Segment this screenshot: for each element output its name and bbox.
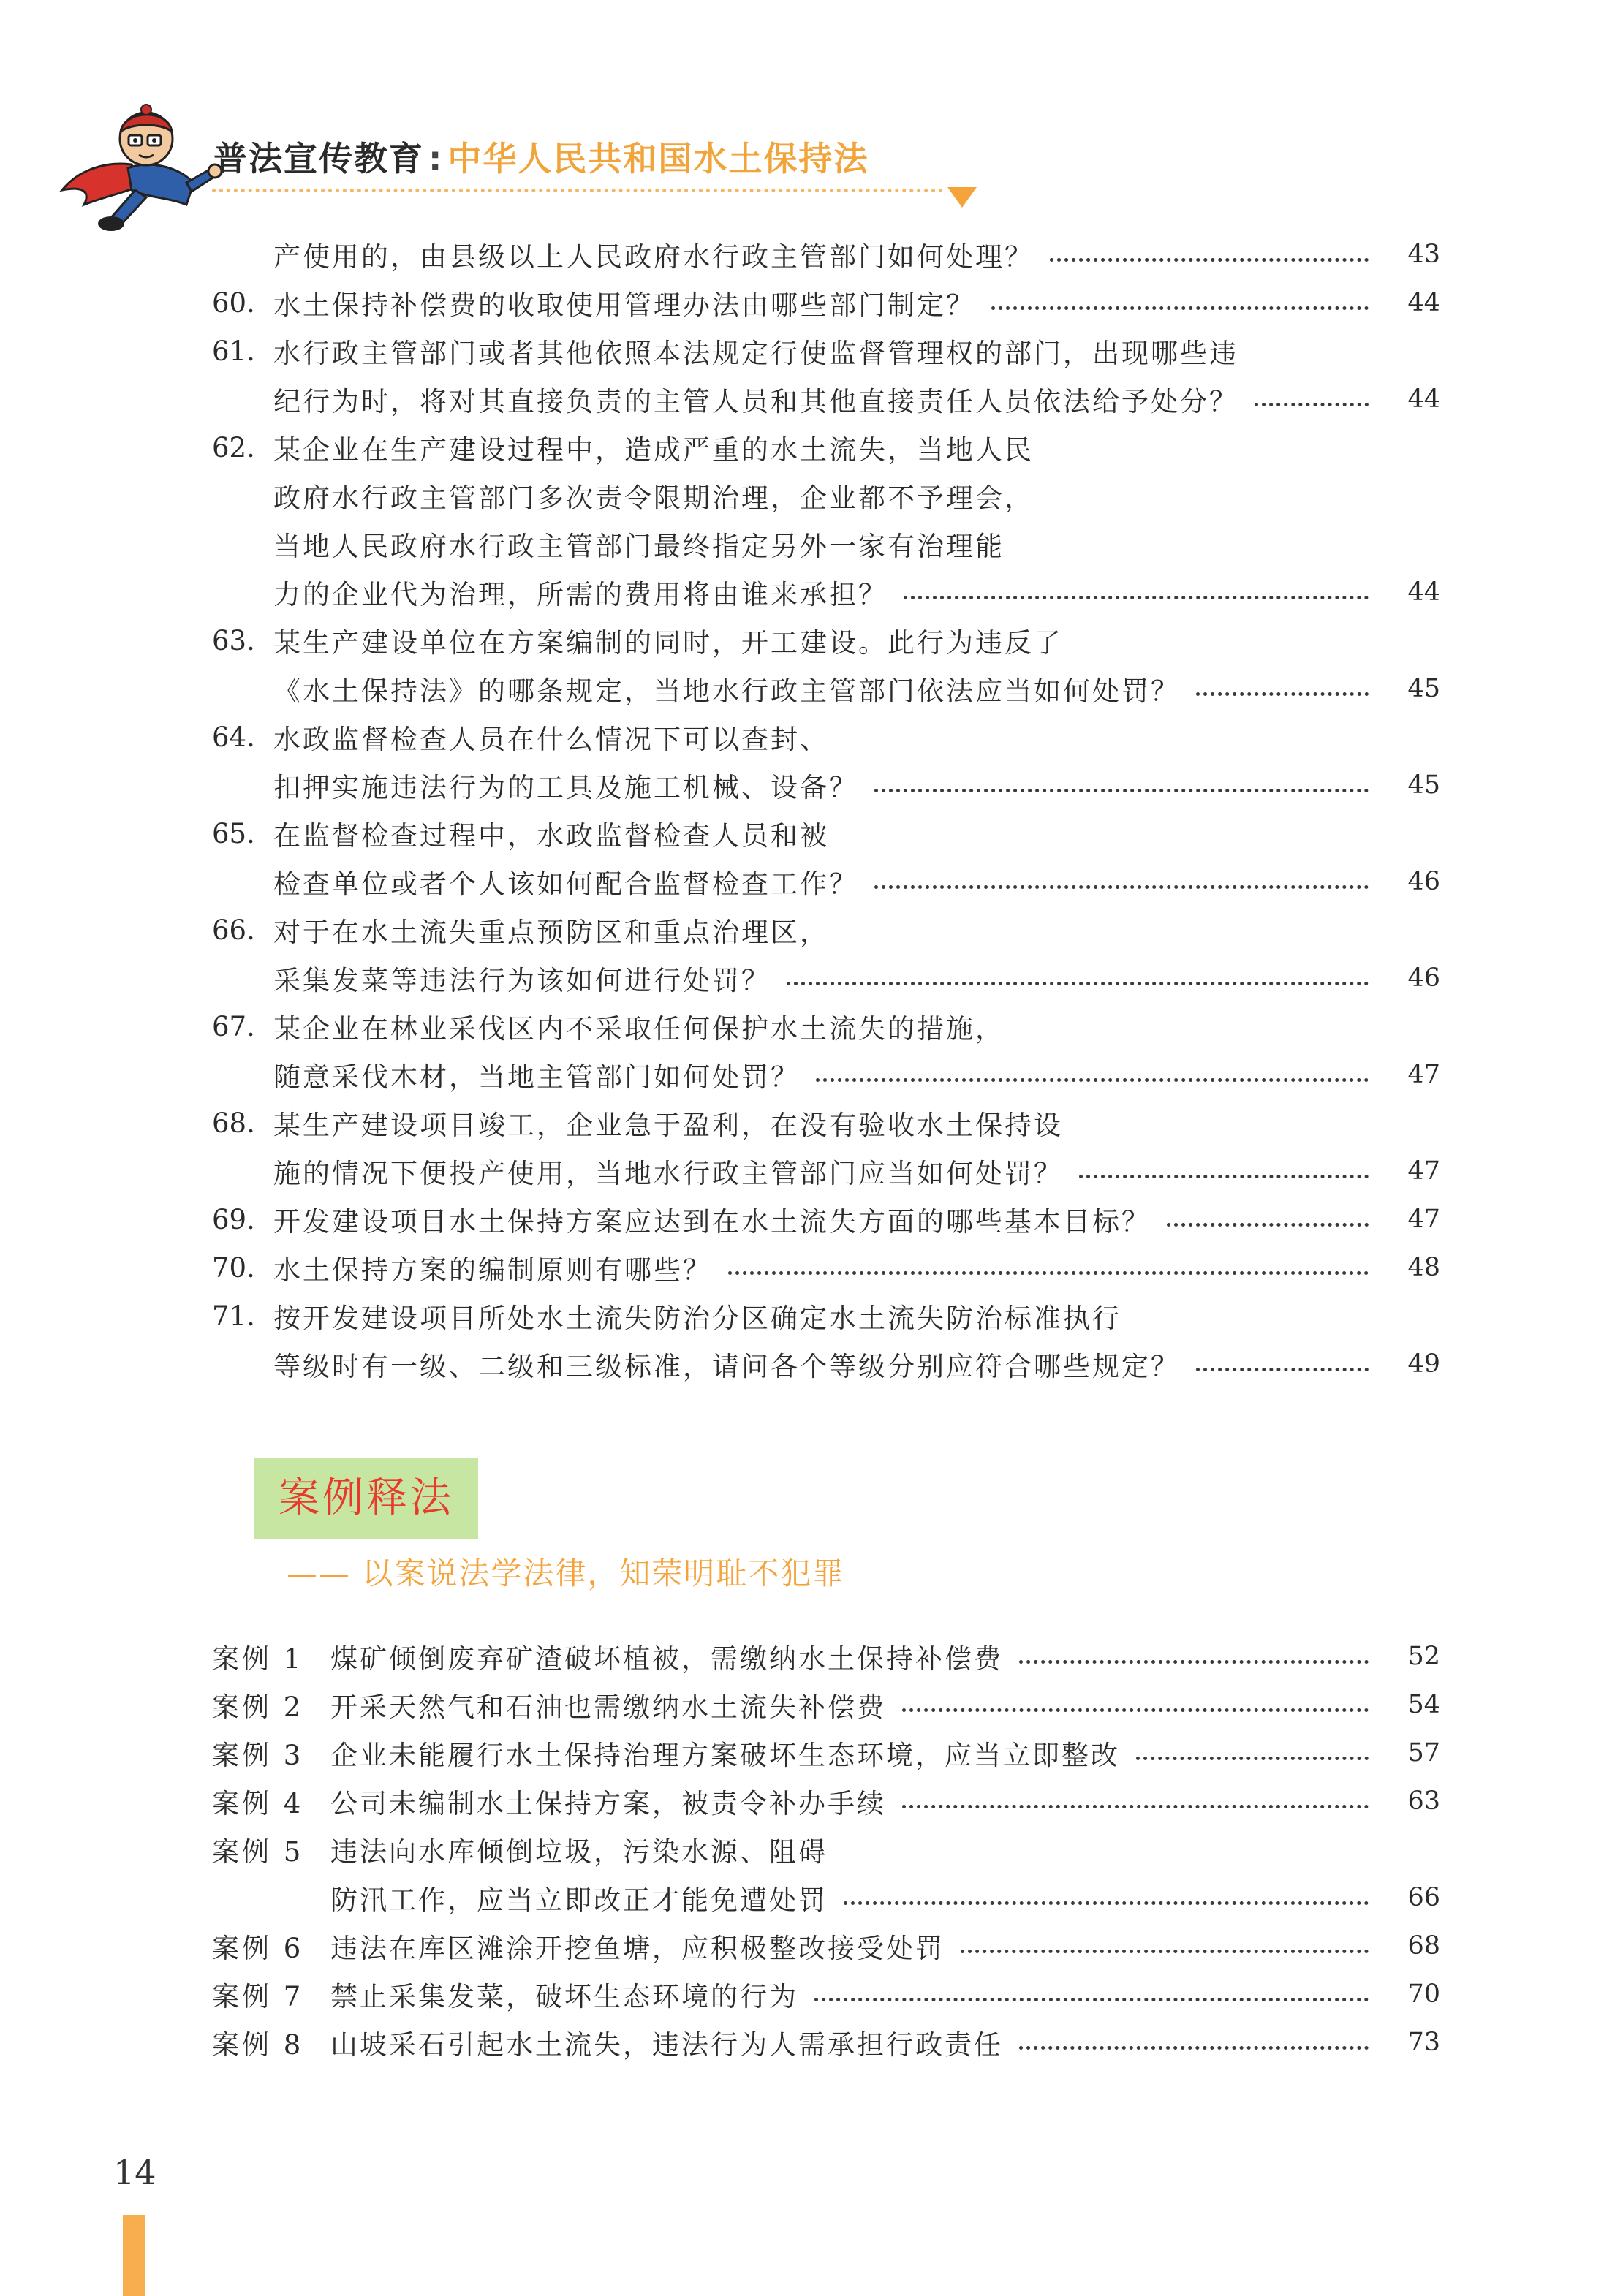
toc-leader-dots bbox=[904, 596, 1369, 599]
toc-text: 对于在水土流失重点预防区和重点治理区， bbox=[273, 917, 829, 948]
toc-text: 采集发菜等违法行为该如何进行处罚？ bbox=[273, 965, 771, 996]
case-text: 违法向水库倾倒垃圾，污染水源、阻碍 bbox=[330, 1836, 828, 1868]
toc-page: 44 bbox=[1407, 577, 1440, 607]
toc-row[interactable] bbox=[212, 811, 1440, 855]
toc-row[interactable] bbox=[212, 1149, 1440, 1193]
toc-leader-dots bbox=[816, 1078, 1369, 1082]
toc-text: 某企业在林业采伐区内不采取任何保护水土流失的措施， bbox=[273, 1013, 1005, 1045]
toc-leader-dots bbox=[902, 1805, 1369, 1808]
toc-number: 61. bbox=[212, 335, 255, 367]
toc-row[interactable] bbox=[212, 667, 1440, 711]
toc-page: 45 bbox=[1407, 770, 1440, 800]
case-label: 案例 4 bbox=[212, 1788, 304, 1819]
toc-page: 47 bbox=[1407, 1060, 1440, 1089]
case-label: 案例 5 bbox=[212, 1836, 304, 1868]
toc-text: 当地人民政府水行政主管部门最终指定另外一家有治理能 bbox=[273, 531, 1005, 562]
case-row[interactable] bbox=[212, 1876, 1440, 1920]
toc-row[interactable] bbox=[212, 232, 1440, 276]
toc-text: 施的情况下便投产使用，当地水行政主管部门应当如何处罚？ bbox=[273, 1158, 1063, 1189]
toc-number: 63. bbox=[212, 624, 255, 656]
toc-row[interactable] bbox=[212, 956, 1440, 1000]
toc-number: 70. bbox=[212, 1251, 255, 1284]
toc-text: 《水土保持法》的哪条规定，当地水行政主管部门依法应当如何处罚？ bbox=[273, 675, 1180, 707]
case-text: 违法在库区滩涂开挖鱼塘，应积极整改接受处罚 bbox=[330, 1933, 945, 1964]
toc-text: 等级时有一级、二级和三级标准，请问各个等级分别应符合哪些规定？ bbox=[273, 1351, 1180, 1382]
case-page: 73 bbox=[1407, 2028, 1440, 2057]
toc-leader-dots bbox=[1167, 1223, 1369, 1227]
case-text: 公司未编制水土保持方案，被责令补办手续 bbox=[330, 1788, 886, 1819]
toc-number: 64. bbox=[212, 721, 255, 753]
toc-leader-dots bbox=[1019, 1660, 1369, 1664]
case-text: 企业未能履行水土保持治理方案破坏生态环境，应当立即整改 bbox=[330, 1740, 1120, 1771]
toc-row[interactable] bbox=[212, 763, 1440, 807]
toc-leader-dots bbox=[874, 885, 1369, 889]
toc-number: 65. bbox=[212, 817, 255, 849]
case-text: 开采天然气和石油也需缴纳水土流失补偿费 bbox=[330, 1691, 886, 1723]
toc-row[interactable] bbox=[212, 570, 1440, 614]
case-text: 禁止采集发菜，破坏生态环境的行为 bbox=[330, 1981, 798, 2012]
case-text: 防汛工作，应当立即改正才能免遭处罚 bbox=[330, 1884, 828, 1916]
toc-number: 68. bbox=[212, 1107, 255, 1139]
toc-page: 45 bbox=[1407, 674, 1440, 703]
toc-page: 47 bbox=[1407, 1156, 1440, 1186]
toc-leader-dots bbox=[728, 1271, 1369, 1275]
toc-row[interactable] bbox=[212, 860, 1440, 903]
case-row[interactable] bbox=[212, 1827, 1440, 1871]
mascot-hero-icon bbox=[58, 95, 227, 241]
page-header bbox=[0, 0, 1623, 241]
case-label: 案例 2 bbox=[212, 1691, 304, 1723]
toc-page: 46 bbox=[1407, 963, 1440, 993]
case-row[interactable] bbox=[212, 2020, 1440, 2064]
toc-row[interactable] bbox=[212, 1342, 1440, 1386]
toc-leader-dots bbox=[814, 1998, 1369, 2001]
toc-leader-dots bbox=[1196, 692, 1369, 696]
case-page: 68 bbox=[1407, 1931, 1440, 1960]
toc-text: 开发建设项目水土保持方案应达到在水土流失方面的哪些基本目标？ bbox=[273, 1206, 1151, 1238]
case-text: 山坡采石引起水土流失，违法行为人需承担行政责任 bbox=[330, 2029, 1003, 2061]
case-page: 66 bbox=[1407, 1883, 1440, 1912]
case-page: 63 bbox=[1407, 1787, 1440, 1816]
case-row[interactable] bbox=[212, 1972, 1440, 2016]
toc-leader-dots bbox=[991, 306, 1369, 310]
toc-text: 产使用的，由县级以上人民政府水行政主管部门如何处理？ bbox=[273, 241, 1034, 273]
toc-row[interactable] bbox=[212, 474, 1440, 518]
toc-page: 43 bbox=[1407, 240, 1440, 269]
toc-text: 在监督检查过程中，水政监督检查人员和被 bbox=[273, 820, 829, 852]
case-label: 案例 8 bbox=[212, 2029, 304, 2061]
toc-row[interactable] bbox=[212, 1197, 1440, 1241]
toc-number: 66. bbox=[212, 914, 255, 946]
case-row[interactable] bbox=[212, 1731, 1440, 1775]
toc-leader-dots bbox=[1136, 1757, 1369, 1760]
toc-row[interactable] bbox=[212, 329, 1440, 373]
toc-page: 44 bbox=[1407, 384, 1440, 414]
case-row[interactable] bbox=[212, 1779, 1440, 1823]
section-title: 案例释法 bbox=[279, 1474, 454, 1522]
toc-text: 水土保持方案的编制原则有哪些？ bbox=[273, 1254, 712, 1286]
header-dotted-rule bbox=[212, 189, 943, 192]
toc-row[interactable] bbox=[212, 1053, 1440, 1096]
header-separator: : bbox=[428, 139, 444, 178]
case-label: 案例 3 bbox=[212, 1740, 304, 1771]
toc-row[interactable] bbox=[212, 908, 1440, 952]
case-label: 案例 1 bbox=[212, 1643, 304, 1675]
toc-number: 67. bbox=[212, 1010, 255, 1042]
case-row[interactable] bbox=[212, 1924, 1440, 1968]
toc-leader-dots bbox=[1196, 1368, 1369, 1371]
case-label: 案例 7 bbox=[212, 1981, 304, 2012]
toc-text: 纪行为时，将对其直接负责的主管人员和其他直接责任人员依法给予处分？ bbox=[273, 386, 1238, 417]
toc-leader-dots bbox=[1079, 1175, 1369, 1178]
header-title bbox=[213, 133, 869, 184]
case-page: 54 bbox=[1407, 1690, 1440, 1719]
case-text: 煤矿倾倒废弃矿渣破坏植被，需缴纳水土保持补偿费 bbox=[330, 1643, 1003, 1675]
toc-number: 62. bbox=[212, 431, 255, 463]
toc-row[interactable] bbox=[212, 1101, 1440, 1145]
toc-text: 检查单位或者个人该如何配合监督检查工作？ bbox=[273, 868, 858, 900]
toc-row[interactable] bbox=[212, 715, 1440, 759]
toc-row[interactable] bbox=[212, 1246, 1440, 1289]
toc-row[interactable] bbox=[212, 377, 1440, 421]
header-triangle-icon bbox=[947, 187, 977, 208]
toc-text: 某生产建设项目竣工，企业急于盈利，在没有验收水土保持设 bbox=[273, 1110, 1063, 1141]
toc-leader-dots bbox=[1050, 258, 1369, 262]
header-law-title: 中华人民共和国水土保持法 bbox=[447, 139, 869, 178]
toc-text: 政府水行政主管部门多次责令限期治理，企业都不予理会， bbox=[273, 482, 1034, 514]
toc-leader-dots bbox=[1255, 403, 1369, 406]
toc-row[interactable] bbox=[212, 522, 1440, 566]
toc-page: 49 bbox=[1407, 1349, 1440, 1379]
toc-row[interactable] bbox=[212, 1004, 1440, 1048]
toc-leader-dots bbox=[961, 1950, 1369, 1953]
case-label: 案例 6 bbox=[212, 1933, 304, 1964]
toc-leader-dots bbox=[844, 1901, 1369, 1905]
toc-row[interactable] bbox=[212, 281, 1440, 325]
toc-text: 按开发建设项目所处水土流失防治分区确定水土流失防治标准执行 bbox=[273, 1303, 1121, 1334]
toc-text: 水行政主管部门或者其他依照本法规定行使监督管理权的部门，出现哪些违 bbox=[273, 338, 1238, 369]
toc-page: 44 bbox=[1407, 288, 1440, 317]
toc-text: 力的企业代为治理，所需的费用将由谁来承担？ bbox=[273, 579, 888, 610]
toc-number: 60. bbox=[212, 287, 255, 319]
toc-leader-dots bbox=[787, 982, 1369, 985]
section-subtitle: —— 以案说法学法律，知荣明耻不犯罪 bbox=[287, 1556, 845, 1591]
toc-text: 某生产建设单位在方案编制的同时，开工建设。此行为违反了 bbox=[273, 627, 1063, 659]
case-page: 70 bbox=[1407, 1979, 1440, 2009]
toc-page: 47 bbox=[1407, 1205, 1440, 1234]
toc-number: 71. bbox=[212, 1300, 255, 1332]
page-edge-bar bbox=[123, 2215, 145, 2296]
header-brand: 普法宣传教育 bbox=[213, 139, 424, 178]
toc-number: 69. bbox=[212, 1203, 255, 1235]
toc-text: 水土保持补偿费的收取使用管理办法由哪些部门制定？ bbox=[273, 289, 975, 321]
toc-page: 46 bbox=[1407, 867, 1440, 896]
toc-leader-dots bbox=[874, 789, 1369, 792]
toc-page: 48 bbox=[1407, 1253, 1440, 1282]
case-page: 52 bbox=[1407, 1642, 1440, 1671]
case-row[interactable] bbox=[212, 1634, 1440, 1678]
toc-text: 某企业在生产建设过程中，造成严重的水土流失，当地人民 bbox=[273, 434, 1034, 466]
case-row[interactable] bbox=[212, 1683, 1440, 1727]
case-page: 57 bbox=[1407, 1738, 1440, 1768]
toc-leader-dots bbox=[1019, 2046, 1369, 2050]
toc-row[interactable] bbox=[212, 1294, 1440, 1338]
toc-text: 随意采伐木材，当地主管部门如何处罚？ bbox=[273, 1061, 800, 1093]
toc-leader-dots bbox=[902, 1708, 1369, 1712]
page-number: 14 bbox=[113, 2153, 156, 2192]
toc-text: 水政监督检查人员在什么情况下可以查封、 bbox=[273, 724, 829, 755]
toc-text: 扣押实施违法行为的工具及施工机械、设备？ bbox=[273, 772, 858, 803]
toc-row[interactable] bbox=[212, 618, 1440, 662]
toc-row[interactable] bbox=[212, 425, 1440, 469]
